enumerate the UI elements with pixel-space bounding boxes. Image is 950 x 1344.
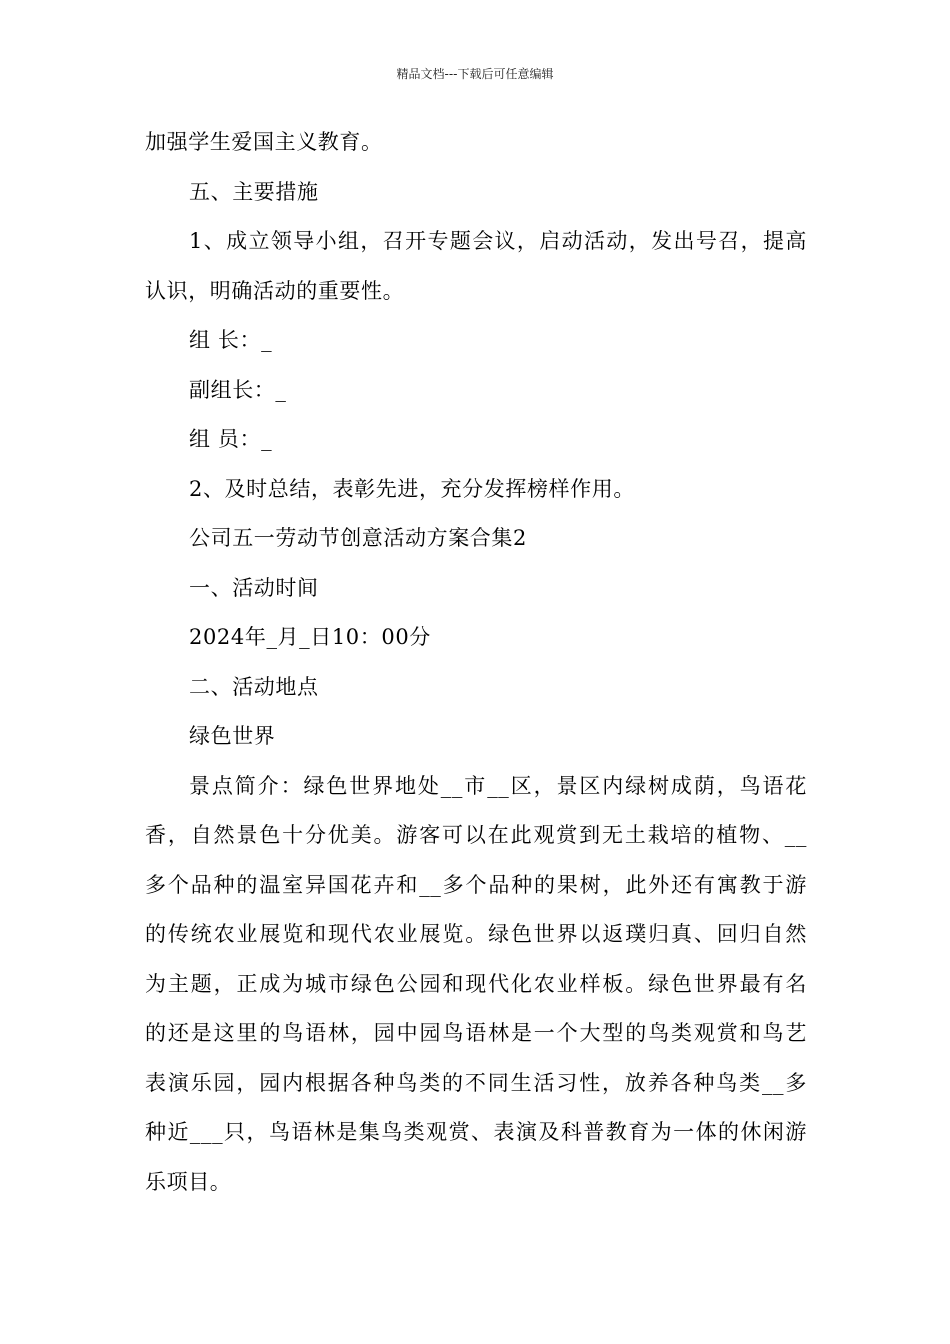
text-line: 的传统农业展览和现代农业展览。绿色世界以返璞归真、回归自然 — [145, 922, 807, 946]
section-heading: 二、活动地点 — [189, 674, 319, 699]
text-line: 乐项目。 — [145, 1169, 232, 1194]
text-line: 2024年_月_日10：00分 — [189, 625, 431, 649]
section-heading: 五、主要措施 — [189, 179, 319, 204]
page-header: 精品文档---下载后可任意编辑 — [396, 67, 554, 81]
text-line: 为主题，正成为城市绿色公园和现代化农业样板。绿色世界最有名 — [145, 971, 807, 996]
text-line: 景点简介：绿色世界地处__市__区，景区内绿树成荫，鸟语花 — [189, 773, 807, 798]
text-line: 认识，明确活动的重要性。 — [145, 278, 405, 303]
text-line: 加强学生爱国主义教育。 — [145, 130, 383, 154]
text-line: 香，自然景色十分优美。游客可以在此观赏到无土栽培的植物、__ — [145, 823, 807, 847]
text-line: 种近___只，鸟语林是集鸟类观赏、表演及科普教育为一体的休闲游 — [145, 1120, 807, 1144]
text-line: 表演乐园，园内根据各种鸟类的不同生活习性，放养各种鸟类__多 — [145, 1070, 807, 1095]
text-line: 组 员：_ — [189, 427, 273, 451]
text-line: 1、成立领导小组，召开专题会议，启动活动，发出号召，提高 — [189, 229, 807, 253]
section-heading: 一、活动时间 — [189, 575, 319, 600]
text-line: 的还是这里的鸟语林，园中园鸟语林是一个大型的鸟类观赏和鸟艺 — [145, 1021, 807, 1045]
document-title: 公司五一劳动节创意活动方案合集2 — [189, 526, 527, 550]
text-line: 组 长：_ — [189, 328, 273, 352]
text-line: 副组长：_ — [189, 377, 287, 402]
document-body — [145, 130, 807, 1219]
text-line: 多个品种的温室异国花卉和__多个品种的果树，此外还有寓教于游 — [145, 872, 807, 897]
text-line: 2、及时总结，表彰先进，充分发挥榜样作用。 — [189, 476, 635, 501]
text-line: 绿色世界 — [189, 724, 276, 748]
